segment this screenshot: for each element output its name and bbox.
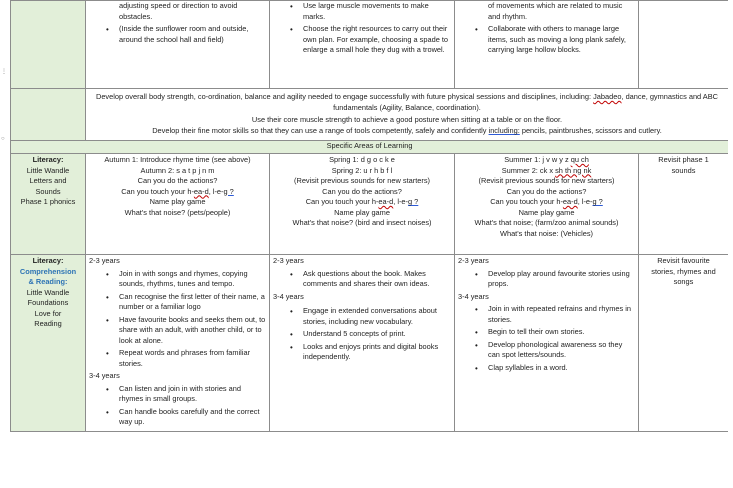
reading-label-cell: [11, 255, 86, 432]
reading-extra-line: stories, rhymes and: [651, 266, 716, 276]
motor-skills-row: [11, 89, 729, 141]
margin-mark-top: ⋮: [1, 69, 7, 75]
list-item: • Ask questions about the book. Makes comments and shares their own ideas.: [273, 269, 451, 290]
summer-physical-continued: of movements which are related to music and rhythm.: [488, 1, 623, 21]
phonics-line: Can you touch your h-ea-d, l-e-g ?: [490, 197, 603, 207]
phonics-line: Autumn 1: Introduce rhyme time (see above): [104, 155, 251, 164]
age-heading: 3-4 years: [458, 291, 489, 301]
list-item: • Looks and enjoys prints and digital books independently.: [273, 342, 451, 363]
reading-label-line: Love for: [34, 308, 62, 318]
spring-physical-list: [273, 1, 451, 56]
list-item: • Engage in extended conversations about stories, including new vocabulary.: [273, 306, 451, 327]
autumn-physical-continued: adjusting speed or direction to avoid obstacles.: [119, 1, 238, 21]
phonics-label-title: Literacy:: [32, 155, 64, 164]
list-item: • Can listen and join in with stories and rhymes in small groups.: [89, 384, 266, 405]
extra-phonics-cell: [639, 154, 729, 255]
summer-physical-list: [458, 24, 635, 56]
curriculum-plan-page: [10, 0, 728, 488]
reading-label-highlight: & Reading:: [28, 277, 68, 287]
spring-physical-cell: [270, 1, 455, 89]
phonics-line: Summer 2: ck x sh th ng nk: [501, 165, 592, 175]
specific-areas-header: Specific Areas of Learning: [11, 141, 729, 154]
autumn-reading-list-2-3: [89, 269, 266, 370]
age-heading: 2-3 years: [458, 256, 489, 265]
curriculum-table: [10, 0, 728, 432]
extra-physical-cell: [639, 1, 729, 89]
row-label-cell-empty: [11, 1, 86, 89]
phonics-line: Name play game: [334, 207, 390, 217]
list-item: • (Inside the sunflower room and outside, around the school hall and field): [89, 24, 266, 45]
autumn-physical-list: [89, 24, 266, 45]
reading-row: [11, 255, 729, 432]
motor-skills-cell: [86, 89, 729, 141]
phonics-label-cell: [11, 154, 86, 255]
list-item: • Develop phonological awareness so they can spot letters/sounds.: [458, 340, 635, 361]
phonics-line: Can you touch your h-ea-d, l-e-g ?: [305, 197, 419, 207]
age-heading: 2-3 years: [89, 256, 120, 265]
phonics-label-line: Sounds: [35, 186, 61, 196]
margin-mark-bottom: ○: [1, 136, 5, 142]
phonics-line: Name play game: [518, 207, 575, 217]
phonics-line: Autumn 2: s a t p j n m: [140, 165, 215, 175]
autumn-reading-list-3-4: [89, 384, 266, 428]
phonics-line: Spring 2: u r h b f l: [331, 165, 393, 175]
extra-reading-cell: [639, 255, 729, 432]
phonics-line: sounds: [671, 165, 696, 175]
list-item: • Develop play around favourite stories using props.: [458, 269, 635, 290]
phonics-row: [11, 154, 729, 255]
summer-reading-list-2-3: [458, 269, 635, 290]
list-item: • Can recognise the first letter of their name, a number or a familiar logo: [89, 292, 266, 313]
list-item: • Use large muscle movements to make marks.: [273, 1, 451, 22]
reading-label-highlight: Comprehension: [19, 266, 77, 276]
reading-label-line: Foundations: [27, 298, 69, 308]
phonics-line: (Revisit previous sounds for new starters): [294, 176, 430, 186]
phonics-line: Can you do the actions?: [322, 186, 402, 196]
phonics-label-line: Little Wandle: [26, 165, 70, 175]
posture-statement: Use their core muscle strength to achieve a good posture when sitting at a table or on the floor.: [251, 114, 563, 124]
reading-label-line: Little Wandle: [26, 287, 70, 297]
summer-physical-cell: [455, 1, 639, 89]
phonics-line: Can you do the actions?: [137, 176, 218, 186]
list-item: • Collaborate with others to manage large items, such as moving a long plank safely, carrying large hollow blocks.: [458, 24, 635, 56]
phonics-line: (Revisit previous sounds for new starters): [478, 176, 615, 186]
list-item: • Can handle books carefully and the correct way up.: [89, 407, 266, 428]
phonics-line: Revisit phase 1: [658, 155, 709, 164]
jabadeo-term: Jabadeo: [593, 92, 622, 101]
summer-reading-list-3-4: [458, 304, 635, 373]
gross-motor-statement: Develop overall body strength, co-ordination, balance and agility needed to engage successfully with future physical sessions and disciplines, including: Jabadeo, dance, gymnastics and ABC fundamentals (Agility, Balance, coordination).: [95, 92, 719, 113]
spring-reading-list-2-3: [273, 269, 451, 290]
row-label-cell-empty: [11, 89, 86, 141]
phonics-line: Name play game: [149, 197, 206, 207]
phonics-line: Can you do the actions?: [506, 186, 587, 196]
phonics-line: What's that noise? (pets/people): [124, 207, 231, 217]
spring-reading-list-3-4: [273, 306, 451, 363]
phonics-line: What's that noise? (bird and insect noises): [292, 218, 432, 228]
phonics-line: What's that noise: (Vehicles): [499, 228, 593, 238]
list-item: • Clap syllables in a word.: [458, 363, 635, 374]
phonics-line: Can you touch your h-ea-d, l-e-g ?: [121, 186, 234, 196]
autumn-phonics-cell: [86, 154, 270, 255]
list-item: • Understand 5 concepts of print.: [273, 329, 451, 340]
phonics-label-line: Letters and: [29, 176, 67, 186]
phonics-line: Summer 1: j v w y z qu ch: [504, 155, 589, 164]
reading-extra-line: songs: [673, 277, 694, 287]
summer-phonics-cell: [455, 154, 639, 255]
spring-phonics-cell: [270, 154, 455, 255]
physical-continued-row: [11, 1, 729, 89]
list-item: • Have favourite books and seeks them out, to share with an adult, with another child, or to look at alone.: [89, 315, 266, 347]
list-item: • Join in with repeated refrains and rhymes in stories.: [458, 304, 635, 325]
list-item: • Join in with songs and rhymes, copying sounds, rhythms, tunes and tempo.: [89, 269, 266, 290]
list-item: • Choose the right resources to carry out their own plan. For example, choosing a spade to enlarge a small hole they dug with a trowel.: [273, 24, 451, 56]
phonics-line: Spring 1: d g o c k e: [329, 155, 395, 164]
list-item: • Begin to tell their own stories.: [458, 327, 635, 338]
autumn-reading-cell: [86, 255, 270, 432]
summer-reading-cell: [455, 255, 639, 432]
list-item: • Repeat words and phrases from familiar stories.: [89, 348, 266, 369]
autumn-physical-cell: [86, 1, 270, 89]
reading-label-title: Literacy:: [32, 256, 64, 265]
spring-reading-cell: [270, 255, 455, 432]
fine-motor-statement: Develop their fine motor skills so that they can use a range of tools competently, safely and confidently including: pencils, paintbrushes, scissors and cutlery.: [152, 126, 662, 136]
specific-areas-row: [11, 141, 729, 154]
age-heading: 2-3 years: [273, 256, 304, 265]
age-heading: 3-4 years: [89, 371, 120, 381]
reading-extra-line: Revisit favourite: [657, 256, 710, 265]
age-heading: 3-4 years: [273, 291, 304, 301]
reading-label-line: Reading: [34, 319, 62, 329]
phonics-label-line: Phase 1 phonics: [20, 197, 76, 207]
phonics-line: What's that noise; (farm/zoo animal sounds): [474, 218, 619, 228]
